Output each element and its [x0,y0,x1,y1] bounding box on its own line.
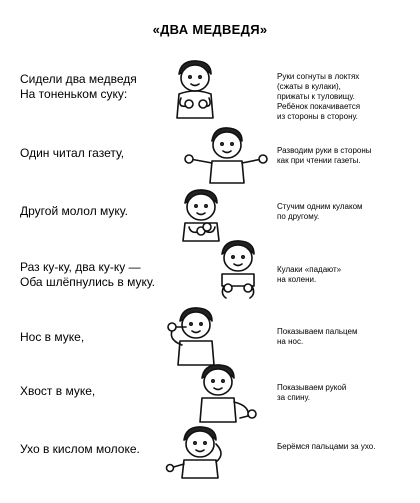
note-line: по другому. [277,212,320,221]
instruction-note [277,265,417,285]
boy-fists-at-chest-icon [165,58,225,120]
page-title: «ДВА МЕДВЕДЯ» [152,22,268,37]
verse-line: Другой молол муку. [20,204,128,218]
boy-fists-on-knees-icon [210,238,266,300]
boy-holding-ear-icon [166,424,232,480]
instruction-note [277,72,417,122]
verse-line: Хвост в муке, [20,384,96,398]
note-line: Стучим одним кулаком [277,202,363,211]
note-line: (сжаты в кулаки), [277,82,341,91]
note-line: на колени. [277,275,317,284]
instruction-note [277,202,417,222]
boy-pointing-nose-icon [160,305,222,367]
verse-line: Ухо в кислом молоке. [20,442,140,456]
note-line: Кулаки «падают» [277,265,342,274]
verse [20,330,84,345]
verse [20,260,155,290]
note-line: за спину. [277,393,310,402]
verse [20,72,137,102]
note-line: Разводим руки в стороны [277,146,372,155]
note-line: Руки согнуты в локтях [277,72,360,81]
verse-line: Сидели два медведя [20,72,137,86]
boy-arms-spread-icon [184,125,268,185]
verse-line: Нос в муке, [20,330,85,344]
instruction-note [277,442,417,452]
note-line: на нос. [277,337,304,346]
note-line: как при чтении газеты. [277,156,361,165]
note-line: Ребёнок покачивается [277,102,361,111]
note-line: Берёмся пальцами за ухо. [277,442,376,451]
verse-line: Раз ку-ку, два ку-ку — [20,260,141,274]
verse [20,442,140,457]
verse [20,204,128,219]
instruction-note [277,327,417,347]
boy-hand-behind-back-icon [190,362,260,424]
note-line: Показываем рукой [277,383,347,392]
instruction-note [277,383,417,403]
verse-line: Оба шлёпнулись в муку. [20,275,156,289]
verse [20,384,95,399]
verse-line: Один читал газету, [20,146,125,160]
verse [20,146,124,161]
note-line: из стороны в сторону. [277,112,358,121]
instruction-note [277,146,417,166]
boy-knocking-fists-icon [173,187,233,243]
note-line: Показываем пальцем [277,327,358,336]
verse-line: На тоненьком суку: [20,87,128,101]
note-line: прижаты к туловищу. [277,92,355,101]
